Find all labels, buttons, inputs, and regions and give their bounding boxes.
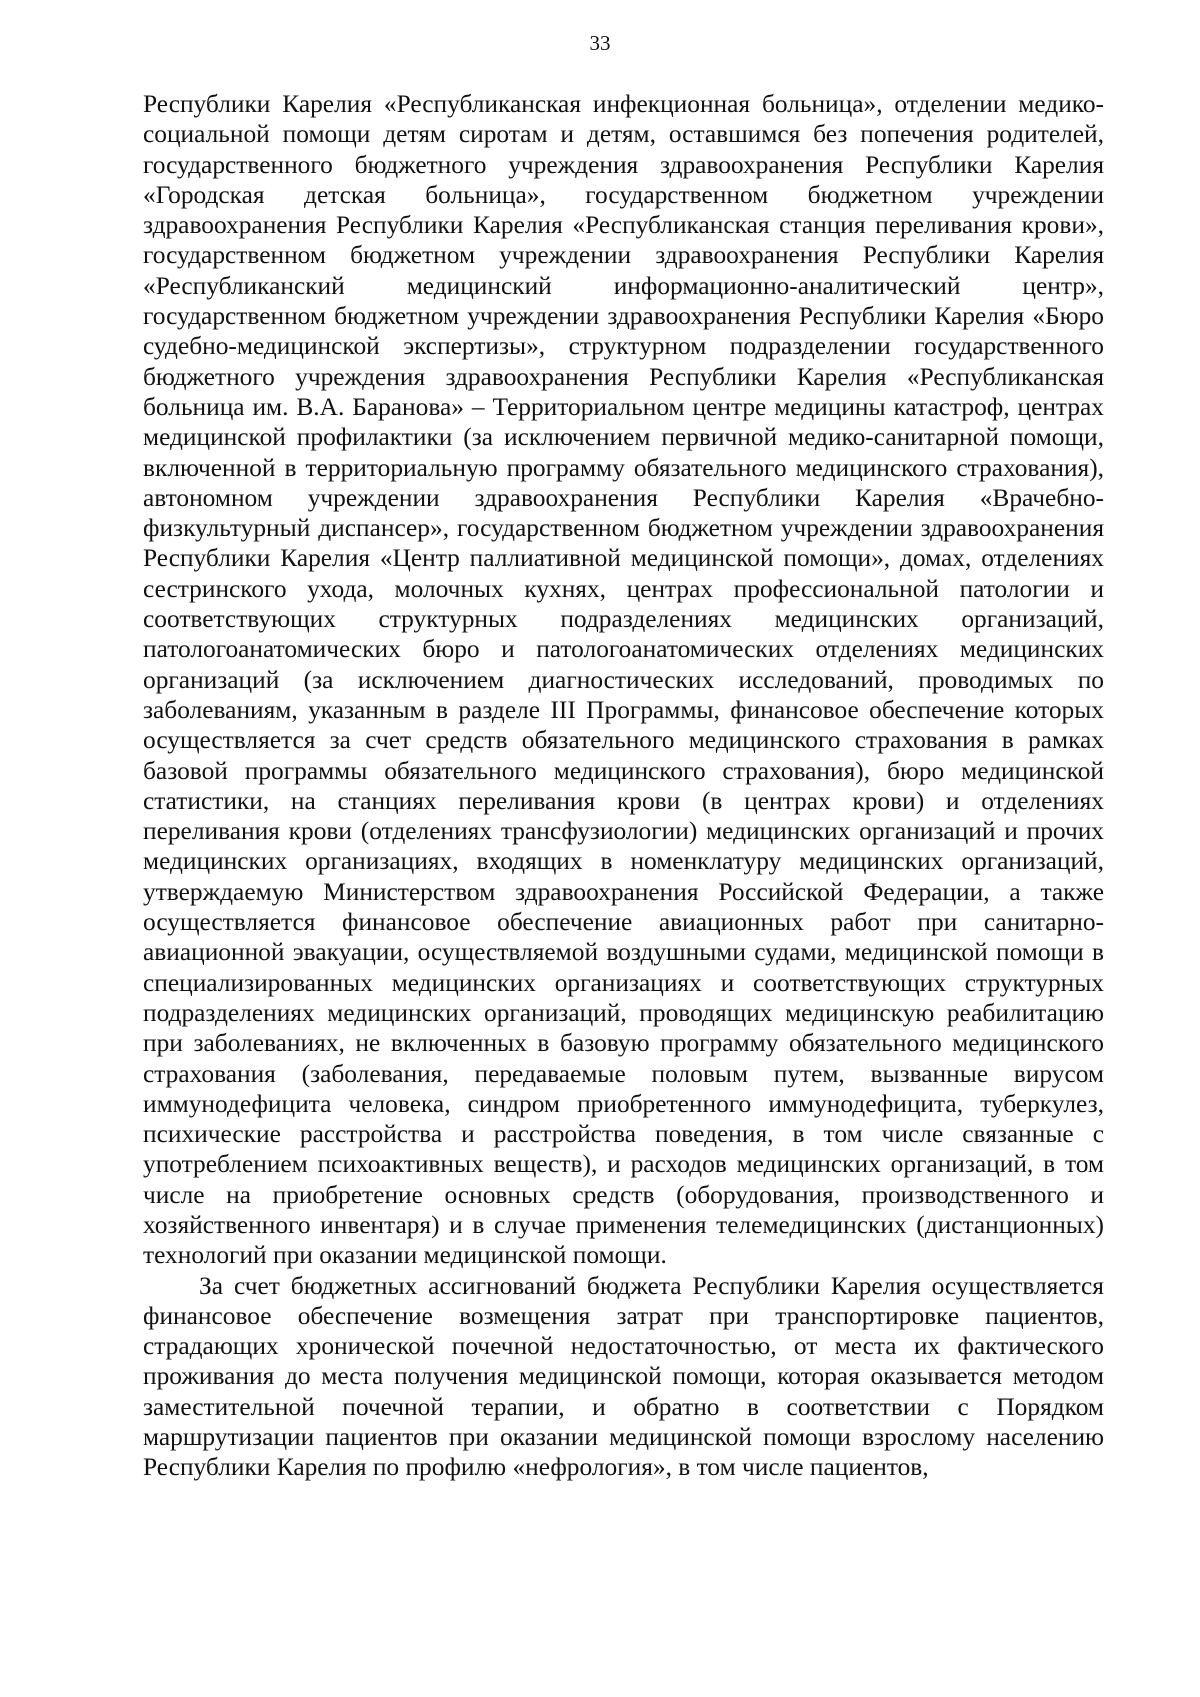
document-body <box>143 89 1104 1483</box>
paragraph-transport-funding: За счет бюджетных ассигнований бюджета Республики Карелия осуществляется финансовое обеспечение возмещения затрат при транспортировке пациентов, страдающих хронической почечной недостаточностью, от места их фактического проживания до места получения медицинской помощи, которая оказывается методом заместительной почечной терапии, и обратно в соответствии с Порядком маршрутизации пациентов при оказании медицинской помощи взрослому населению Республики Карелия по профилю «нефрология», в том числе пациентов, <box>143 1271 1104 1482</box>
paragraph-continuation: Республики Карелия «Республиканская инфекционная больница», отделении медико-социальной помощи детям сиротам и детям, оставшимся без попечения родителей, государственного бюджетного учреждения здравоохранения Республики Карелия «Городская детская больница», государственном бюджетном учреждении здравоохранения Республики Карелия «Республиканская станция переливания крови», государственном бюджетном учреждении здравоохранения Республики Карелия «Республиканский медицинский информационно-аналитический центр», государственном бюджетном учреждении здравоохранения Республики Карелия «Бюро судебно-медицинской экспертизы», структурном подразделении государственного бюджетного учреждения здравоохранения Республики Карелия «Республиканская больница им. В.А. Баранова» – Территориальном центре медицины катастроф, центрах медицинской профилактики (за исключением первичной медико-санитарной помощи, включенной в территориальную программу обязательного медицинского страхования), автономном учреждении здравоохранения Республики Карелия «Врачебно-физкультурный диспансер», государственном бюджетном учреждении здравоохранения Республики Карелия «Центр паллиативной медицинской помощи», домах, отделениях сестринского ухода, молочных кухнях, центрах профессиональной патологии и соответствующих структурных подразделениях медицинских организаций, патологоанатомических бюро и патологоанатомических отделениях медицинских организаций (за исключением диагностических исследований, проводимых по заболеваниям, указанным в разделе III Программы, финансовое обеспечение которых осуществляется за счет средств обязательного медицинского страхования в рамках базовой программы обязательного медицинского страхования), бюро медицинской статистики, на станциях переливания крови (в центрах крови) и отделениях переливания крови (отделениях трансфузиологии) медицинских организаций и прочих медицинских организациях, входящих в номенклатуру медицинских организаций, утверждаемую Министерством здравоохранения Российской Федерации, а также осуществляется финансовое обеспечение авиационных работ при санитарно-авиационной эвакуации, осуществляемой воздушными судами, медицинской помощи в специализированных медицинских организациях и соответствующих структурных подразделениях медицинских организаций, проводящих медицинскую реабилитацию при заболеваниях, не включенных в базовую программу обязательного медицинского страхования (заболевания, передаваемые половым путем, вызванные вирусом иммунодефицита человека, синдром приобретенного иммунодефицита, туберкулез, психические расстройства и расстройства поведения, в том числе связанные с употреблением психоактивных веществ), и расходов медицинских организаций, в том числе на приобретение основных средств (оборудования, производственного и хозяйственного инвентаря) и в случае применения телемедицинских (дистанционных) технологий при оказании медицинской помощи. <box>143 90 1104 1270</box>
page-number: 33 <box>589 31 611 55</box>
